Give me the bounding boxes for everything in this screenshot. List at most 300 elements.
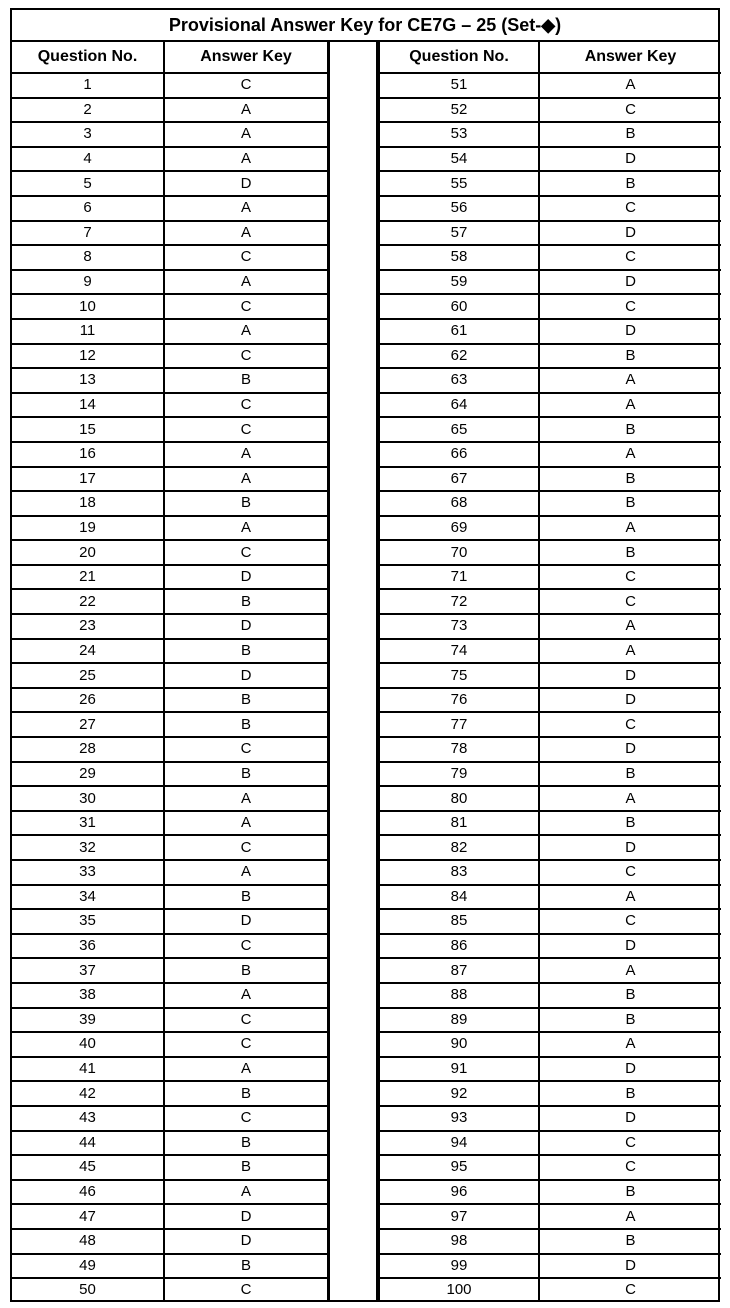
- answer-cell: A: [164, 122, 328, 147]
- table-row: [379, 614, 721, 639]
- table-row: [379, 860, 721, 885]
- question-number-cell: 68: [379, 491, 539, 516]
- question-number-cell: 39: [12, 1008, 164, 1033]
- answer-cell: B: [539, 1081, 721, 1106]
- question-number-cell: 5: [12, 171, 164, 196]
- table-row: [379, 1229, 721, 1254]
- answer-cell: D: [539, 1106, 721, 1131]
- question-number-cell: 93: [379, 1106, 539, 1131]
- question-number-cell: 13: [12, 368, 164, 393]
- question-number-cell: 1: [12, 73, 164, 98]
- question-no-header: Question No.: [379, 42, 539, 73]
- table-row: [379, 294, 721, 319]
- answer-cell: A: [164, 196, 328, 221]
- question-number-cell: 50: [12, 1278, 164, 1302]
- answer-cell: D: [539, 147, 721, 172]
- question-number-cell: 38: [12, 983, 164, 1008]
- answer-cell: B: [539, 344, 721, 369]
- table-row: [12, 442, 328, 467]
- answer-cell: A: [164, 860, 328, 885]
- answer-cell: D: [539, 737, 721, 762]
- answer-cell: A: [539, 442, 721, 467]
- question-number-cell: 88: [379, 983, 539, 1008]
- answer-cell: B: [164, 639, 328, 664]
- question-number-cell: 98: [379, 1229, 539, 1254]
- answer-cell: A: [164, 983, 328, 1008]
- answer-cell: C: [164, 344, 328, 369]
- table-row: [12, 245, 328, 270]
- question-number-cell: 15: [12, 417, 164, 442]
- table-row: [12, 319, 328, 344]
- question-number-cell: 32: [12, 835, 164, 860]
- question-number-cell: 42: [12, 1081, 164, 1106]
- answer-cell: D: [539, 319, 721, 344]
- answer-cell: A: [164, 442, 328, 467]
- answer-cell: B: [539, 122, 721, 147]
- question-number-cell: 52: [379, 98, 539, 123]
- question-number-cell: 21: [12, 565, 164, 590]
- question-number-cell: 51: [379, 73, 539, 98]
- question-number-cell: 43: [12, 1106, 164, 1131]
- table-row: [379, 516, 721, 541]
- table-row: [379, 958, 721, 983]
- question-number-cell: 57: [379, 221, 539, 246]
- answer-cell: A: [164, 786, 328, 811]
- answer-cell: A: [539, 1204, 721, 1229]
- question-number-cell: 7: [12, 221, 164, 246]
- table-row: [12, 614, 328, 639]
- question-number-cell: 46: [12, 1180, 164, 1205]
- question-number-cell: 99: [379, 1254, 539, 1279]
- answer-cell: B: [539, 983, 721, 1008]
- table-row: [379, 467, 721, 492]
- answer-cell: A: [539, 614, 721, 639]
- table-row: [379, 1155, 721, 1180]
- question-number-cell: 80: [379, 786, 539, 811]
- question-number-cell: 36: [12, 934, 164, 959]
- answer-cell: B: [164, 1155, 328, 1180]
- answer-cell: B: [539, 1229, 721, 1254]
- table-row: [379, 417, 721, 442]
- table-row: [12, 221, 328, 246]
- table-row: [12, 344, 328, 369]
- answer-cell: C: [164, 737, 328, 762]
- question-number-cell: 75: [379, 663, 539, 688]
- question-number-cell: 33: [12, 860, 164, 885]
- answer-cell: D: [539, 1057, 721, 1082]
- table-row: [379, 565, 721, 590]
- answer-cell: D: [164, 909, 328, 934]
- answer-cell: B: [539, 1008, 721, 1033]
- answer-cell: D: [164, 565, 328, 590]
- table-row: [12, 1180, 328, 1205]
- question-number-cell: 54: [379, 147, 539, 172]
- answer-cell: B: [164, 885, 328, 910]
- question-number-cell: 40: [12, 1032, 164, 1057]
- question-number-cell: 28: [12, 737, 164, 762]
- question-number-cell: 35: [12, 909, 164, 934]
- table-row: [12, 368, 328, 393]
- table-row: [12, 1278, 328, 1302]
- answer-cell: D: [539, 221, 721, 246]
- table-row: [12, 663, 328, 688]
- answer-cell: D: [539, 688, 721, 713]
- question-number-cell: 24: [12, 639, 164, 664]
- table-row: [379, 835, 721, 860]
- question-number-cell: 25: [12, 663, 164, 688]
- answer-cell: A: [164, 98, 328, 123]
- question-number-cell: 29: [12, 762, 164, 787]
- question-number-cell: 63: [379, 368, 539, 393]
- table-row: [12, 1254, 328, 1279]
- table-row: [379, 639, 721, 664]
- table-row: [12, 1106, 328, 1131]
- table-row: [12, 171, 328, 196]
- answer-cell: A: [539, 1032, 721, 1057]
- question-number-cell: 92: [379, 1081, 539, 1106]
- question-number-cell: 9: [12, 270, 164, 295]
- table-row: [379, 270, 721, 295]
- table-row: [12, 958, 328, 983]
- question-number-cell: 2: [12, 98, 164, 123]
- question-number-cell: 17: [12, 467, 164, 492]
- question-number-cell: 100: [379, 1278, 539, 1302]
- table-row: [12, 122, 328, 147]
- table-row: [379, 147, 721, 172]
- answer-cell: A: [539, 516, 721, 541]
- table-row: [12, 1008, 328, 1033]
- answer-cell: A: [539, 73, 721, 98]
- answer-cell: B: [539, 467, 721, 492]
- question-number-cell: 22: [12, 589, 164, 614]
- answer-cell: B: [164, 368, 328, 393]
- answer-cell: C: [539, 1131, 721, 1156]
- answer-table-right: [378, 42, 721, 1302]
- answer-cell: A: [164, 319, 328, 344]
- question-number-cell: 31: [12, 811, 164, 836]
- answer-cell: C: [164, 393, 328, 418]
- page-title: Provisional Answer Key for CE7G – 25 (Set-◆): [12, 10, 718, 42]
- question-number-cell: 4: [12, 147, 164, 172]
- table-row: [379, 368, 721, 393]
- question-number-cell: 60: [379, 294, 539, 319]
- table-row: [12, 565, 328, 590]
- answer-cell: A: [539, 786, 721, 811]
- table-row: [12, 98, 328, 123]
- question-number-cell: 3: [12, 122, 164, 147]
- question-number-cell: 64: [379, 393, 539, 418]
- question-number-cell: 73: [379, 614, 539, 639]
- answer-cell: A: [164, 1057, 328, 1082]
- table-row: [12, 467, 328, 492]
- question-number-cell: 27: [12, 712, 164, 737]
- table-row: [379, 885, 721, 910]
- question-number-cell: 87: [379, 958, 539, 983]
- question-number-cell: 23: [12, 614, 164, 639]
- answer-cell: C: [539, 1155, 721, 1180]
- table-row: [12, 712, 328, 737]
- table-row: [12, 147, 328, 172]
- answer-cell: C: [539, 245, 721, 270]
- question-number-cell: 94: [379, 1131, 539, 1156]
- table-row: [379, 122, 721, 147]
- question-number-cell: 81: [379, 811, 539, 836]
- question-number-cell: 53: [379, 122, 539, 147]
- answer-cell: C: [164, 73, 328, 98]
- question-number-cell: 61: [379, 319, 539, 344]
- table-row: [12, 540, 328, 565]
- question-number-cell: 14: [12, 393, 164, 418]
- answer-cell: C: [164, 417, 328, 442]
- table-row: [12, 835, 328, 860]
- question-number-cell: 67: [379, 467, 539, 492]
- table-row: [379, 1131, 721, 1156]
- question-number-cell: 59: [379, 270, 539, 295]
- table-row: [12, 589, 328, 614]
- question-number-cell: 26: [12, 688, 164, 713]
- answer-cell: D: [164, 663, 328, 688]
- answer-cell: A: [164, 811, 328, 836]
- answer-key-header: Answer Key: [164, 42, 328, 73]
- answer-cell: C: [539, 196, 721, 221]
- table-row: [379, 393, 721, 418]
- table-row: [379, 1106, 721, 1131]
- table-row: [12, 1057, 328, 1082]
- answer-cell: A: [164, 147, 328, 172]
- question-number-cell: 72: [379, 589, 539, 614]
- question-number-cell: 83: [379, 860, 539, 885]
- question-number-cell: 45: [12, 1155, 164, 1180]
- table-row: [379, 983, 721, 1008]
- answer-cell: C: [164, 1106, 328, 1131]
- answer-cell: D: [539, 835, 721, 860]
- question-number-cell: 74: [379, 639, 539, 664]
- table-row: [12, 1229, 328, 1254]
- table-row: [12, 1155, 328, 1180]
- table-row: [12, 860, 328, 885]
- table-row: [379, 909, 721, 934]
- answer-cell: A: [539, 368, 721, 393]
- table-row: [379, 171, 721, 196]
- answer-cell: C: [164, 835, 328, 860]
- table-row: [12, 762, 328, 787]
- table-row: [12, 516, 328, 541]
- question-number-cell: 12: [12, 344, 164, 369]
- answer-cell: B: [164, 688, 328, 713]
- question-number-cell: 55: [379, 171, 539, 196]
- answer-cell: A: [164, 1180, 328, 1205]
- answer-cell: B: [164, 1131, 328, 1156]
- question-number-cell: 16: [12, 442, 164, 467]
- answer-cell: C: [164, 934, 328, 959]
- question-number-cell: 89: [379, 1008, 539, 1033]
- answer-table-left-body: [12, 73, 328, 1302]
- question-number-cell: 48: [12, 1229, 164, 1254]
- answer-cell: D: [164, 614, 328, 639]
- table-row: [379, 663, 721, 688]
- answer-cell: B: [164, 1254, 328, 1279]
- question-number-cell: 97: [379, 1204, 539, 1229]
- answer-cell: A: [164, 467, 328, 492]
- table-row: [12, 786, 328, 811]
- answer-cell: B: [164, 958, 328, 983]
- table-row: [379, 1008, 721, 1033]
- table-row: [379, 811, 721, 836]
- question-number-cell: 18: [12, 491, 164, 516]
- answer-cell: A: [539, 885, 721, 910]
- question-number-cell: 65: [379, 417, 539, 442]
- question-number-cell: 8: [12, 245, 164, 270]
- answer-cell: C: [164, 245, 328, 270]
- question-number-cell: 85: [379, 909, 539, 934]
- answer-cell: C: [539, 589, 721, 614]
- question-number-cell: 91: [379, 1057, 539, 1082]
- answer-cell: A: [164, 516, 328, 541]
- answer-tables: [12, 42, 718, 1300]
- question-number-cell: 62: [379, 344, 539, 369]
- table-row: [12, 270, 328, 295]
- table-header-row: [12, 42, 328, 73]
- answer-cell: D: [539, 1254, 721, 1279]
- table-row: [12, 417, 328, 442]
- question-number-cell: 10: [12, 294, 164, 319]
- answer-cell: C: [164, 1032, 328, 1057]
- table-row: [379, 712, 721, 737]
- table-row: [379, 1278, 721, 1302]
- table-row: [12, 1131, 328, 1156]
- answer-cell: B: [539, 491, 721, 516]
- question-number-cell: 44: [12, 1131, 164, 1156]
- table-row: [12, 639, 328, 664]
- table-row: [12, 737, 328, 762]
- question-number-cell: 70: [379, 540, 539, 565]
- question-number-cell: 90: [379, 1032, 539, 1057]
- answer-cell: D: [539, 663, 721, 688]
- question-no-header: Question No.: [12, 42, 164, 73]
- answer-cell: B: [539, 762, 721, 787]
- question-number-cell: 37: [12, 958, 164, 983]
- table-row: [12, 1081, 328, 1106]
- table-row: [379, 688, 721, 713]
- answer-cell: B: [164, 589, 328, 614]
- table-row: [12, 491, 328, 516]
- answer-cell: C: [539, 712, 721, 737]
- table-row: [12, 811, 328, 836]
- table-row: [12, 196, 328, 221]
- table-row: [12, 934, 328, 959]
- answer-key-sheet: [10, 8, 720, 1302]
- question-number-cell: 47: [12, 1204, 164, 1229]
- answer-cell: C: [539, 909, 721, 934]
- table-row: [379, 344, 721, 369]
- table-row: [379, 319, 721, 344]
- table-row: [379, 737, 721, 762]
- table-row: [379, 1032, 721, 1057]
- table-row: [379, 1204, 721, 1229]
- column-gap: [328, 42, 378, 1300]
- question-number-cell: 69: [379, 516, 539, 541]
- answer-cell: C: [539, 98, 721, 123]
- question-number-cell: 30: [12, 786, 164, 811]
- table-row: [379, 221, 721, 246]
- answer-cell: D: [164, 1229, 328, 1254]
- table-row: [12, 983, 328, 1008]
- answer-cell: C: [539, 860, 721, 885]
- table-row: [379, 442, 721, 467]
- answer-cell: D: [164, 1204, 328, 1229]
- answer-cell: A: [164, 221, 328, 246]
- question-number-cell: 20: [12, 540, 164, 565]
- answer-cell: A: [539, 639, 721, 664]
- answer-cell: A: [539, 958, 721, 983]
- answer-cell: D: [539, 270, 721, 295]
- question-number-cell: 19: [12, 516, 164, 541]
- answer-cell: A: [164, 270, 328, 295]
- answer-cell: C: [539, 565, 721, 590]
- table-row: [379, 540, 721, 565]
- table-row: [379, 73, 721, 98]
- question-number-cell: 58: [379, 245, 539, 270]
- table-row: [12, 909, 328, 934]
- answer-cell: C: [164, 294, 328, 319]
- table-row: [12, 1204, 328, 1229]
- question-number-cell: 86: [379, 934, 539, 959]
- table-row: [379, 196, 721, 221]
- question-number-cell: 56: [379, 196, 539, 221]
- answer-table-left: [12, 42, 329, 1302]
- question-number-cell: 71: [379, 565, 539, 590]
- answer-table-right-body: [379, 73, 721, 1302]
- answer-cell: C: [539, 294, 721, 319]
- answer-cell: B: [539, 171, 721, 196]
- answer-cell: C: [539, 1278, 721, 1302]
- answer-key-header: Answer Key: [539, 42, 721, 73]
- answer-cell: B: [539, 540, 721, 565]
- table-row: [379, 245, 721, 270]
- table-header-row: [379, 42, 721, 73]
- question-number-cell: 49: [12, 1254, 164, 1279]
- table-row: [379, 934, 721, 959]
- question-number-cell: 6: [12, 196, 164, 221]
- question-number-cell: 76: [379, 688, 539, 713]
- answer-cell: B: [539, 1180, 721, 1205]
- answer-cell: B: [539, 811, 721, 836]
- table-row: [379, 1081, 721, 1106]
- table-row: [379, 491, 721, 516]
- table-row: [379, 1180, 721, 1205]
- table-row: [12, 688, 328, 713]
- answer-cell: B: [164, 762, 328, 787]
- answer-cell: C: [164, 1008, 328, 1033]
- table-row: [379, 762, 721, 787]
- answer-cell: B: [539, 417, 721, 442]
- question-number-cell: 84: [379, 885, 539, 910]
- table-row: [379, 1057, 721, 1082]
- table-row: [379, 1254, 721, 1279]
- table-row: [12, 393, 328, 418]
- answer-cell: D: [164, 171, 328, 196]
- question-number-cell: 77: [379, 712, 539, 737]
- table-row: [12, 1032, 328, 1057]
- answer-cell: B: [164, 491, 328, 516]
- answer-cell: B: [164, 1081, 328, 1106]
- table-row: [379, 786, 721, 811]
- answer-cell: C: [164, 1278, 328, 1302]
- question-number-cell: 41: [12, 1057, 164, 1082]
- answer-cell: D: [539, 934, 721, 959]
- question-number-cell: 34: [12, 885, 164, 910]
- answer-cell: C: [164, 540, 328, 565]
